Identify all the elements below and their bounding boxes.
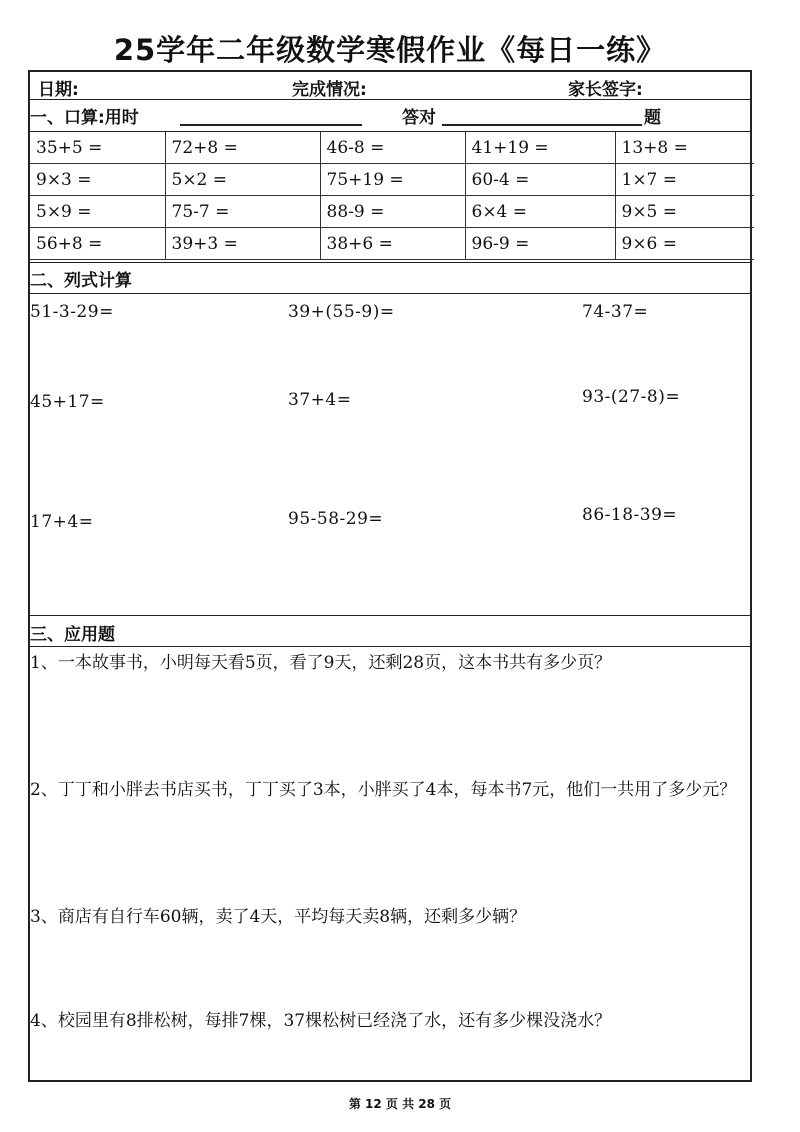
parent-signature-label: 家长签字:	[568, 80, 643, 100]
page-title: 25学年二年级数学寒假作业《每日一练》	[113, 33, 667, 67]
oral-cell: 1×7 =	[615, 164, 754, 196]
oral-cell: 46-8 =	[320, 132, 465, 164]
word-problem: 2、丁丁和小胖去书店买书，丁丁买了3本，小胖买了4本，每本书7元，他们一共用了多少元？	[30, 780, 737, 800]
oral-cell: 60-4 =	[465, 164, 615, 196]
word-problem: 1、一本故事书，小明每天看5页，看了9天，还剩28页，这本书共有多少页？	[30, 653, 612, 673]
written-item: 93-(27-8)=	[582, 387, 681, 407]
written-item: 37+4=	[288, 390, 352, 410]
oral-cell: 38+6 =	[320, 228, 465, 260]
section-oral-heading	[30, 100, 750, 132]
worksheet-frame	[28, 70, 752, 1082]
oral-grid	[30, 132, 754, 260]
word-problem: 4、校园里有8排松树，每排7棵，37棵松树已经浇了水，还有多少棵没浇水？	[30, 1011, 612, 1031]
written-item: 95-58-29=	[288, 509, 384, 529]
table-row	[30, 132, 754, 164]
section-written-heading	[30, 262, 750, 294]
oral-heading: 一、口算:用时	[30, 108, 139, 128]
oral-cell: 13+8 =	[615, 132, 754, 164]
oral-cell: 35+5 =	[30, 132, 165, 164]
oral-cell: 39+3 =	[165, 228, 320, 260]
oral-cell: 41+19 =	[465, 132, 615, 164]
section-divider	[30, 646, 750, 647]
table-row	[30, 228, 754, 260]
question-unit: 题	[644, 108, 661, 128]
date-label: 日期:	[38, 80, 79, 100]
oral-cell: 5×9 =	[30, 196, 165, 228]
section-divider	[30, 615, 750, 616]
written-item: 51-3-29=	[30, 302, 114, 322]
oral-cell: 9×6 =	[615, 228, 754, 260]
written-item: 74-37=	[582, 302, 649, 322]
correct-label: 答对	[402, 108, 436, 128]
page-number: 第 12 页 共 28 页	[348, 1097, 452, 1111]
info-row	[30, 72, 750, 100]
oral-cell: 96-9 =	[465, 228, 615, 260]
oral-cell: 75+19 =	[320, 164, 465, 196]
section-word-problems-heading	[30, 617, 750, 649]
correct-blank[interactable]	[442, 124, 642, 126]
oral-cell: 72+8 =	[165, 132, 320, 164]
oral-cell: 9×5 =	[615, 196, 754, 228]
written-item: 45+17=	[30, 392, 105, 412]
oral-cell: 75-7 =	[165, 196, 320, 228]
written-heading: 二、列式计算	[30, 271, 132, 291]
word-problems-heading: 三、应用题	[30, 625, 115, 645]
time-blank[interactable]	[180, 124, 362, 126]
oral-cell: 6×4 =	[465, 196, 615, 228]
written-item: 39+(55-9)=	[288, 302, 395, 322]
table-row	[30, 164, 754, 196]
oral-cell: 9×3 =	[30, 164, 165, 196]
completion-label: 完成情况:	[292, 80, 367, 100]
table-row	[30, 196, 754, 228]
written-item: 86-18-39=	[582, 505, 678, 525]
oral-cell: 56+8 =	[30, 228, 165, 260]
oral-cell: 88-9 =	[320, 196, 465, 228]
oral-cell: 5×2 =	[165, 164, 320, 196]
word-problem: 3、商店有自行车60辆，卖了4天，平均每天卖8辆，还剩多少辆？	[30, 907, 527, 927]
written-item: 17+4=	[30, 512, 94, 532]
